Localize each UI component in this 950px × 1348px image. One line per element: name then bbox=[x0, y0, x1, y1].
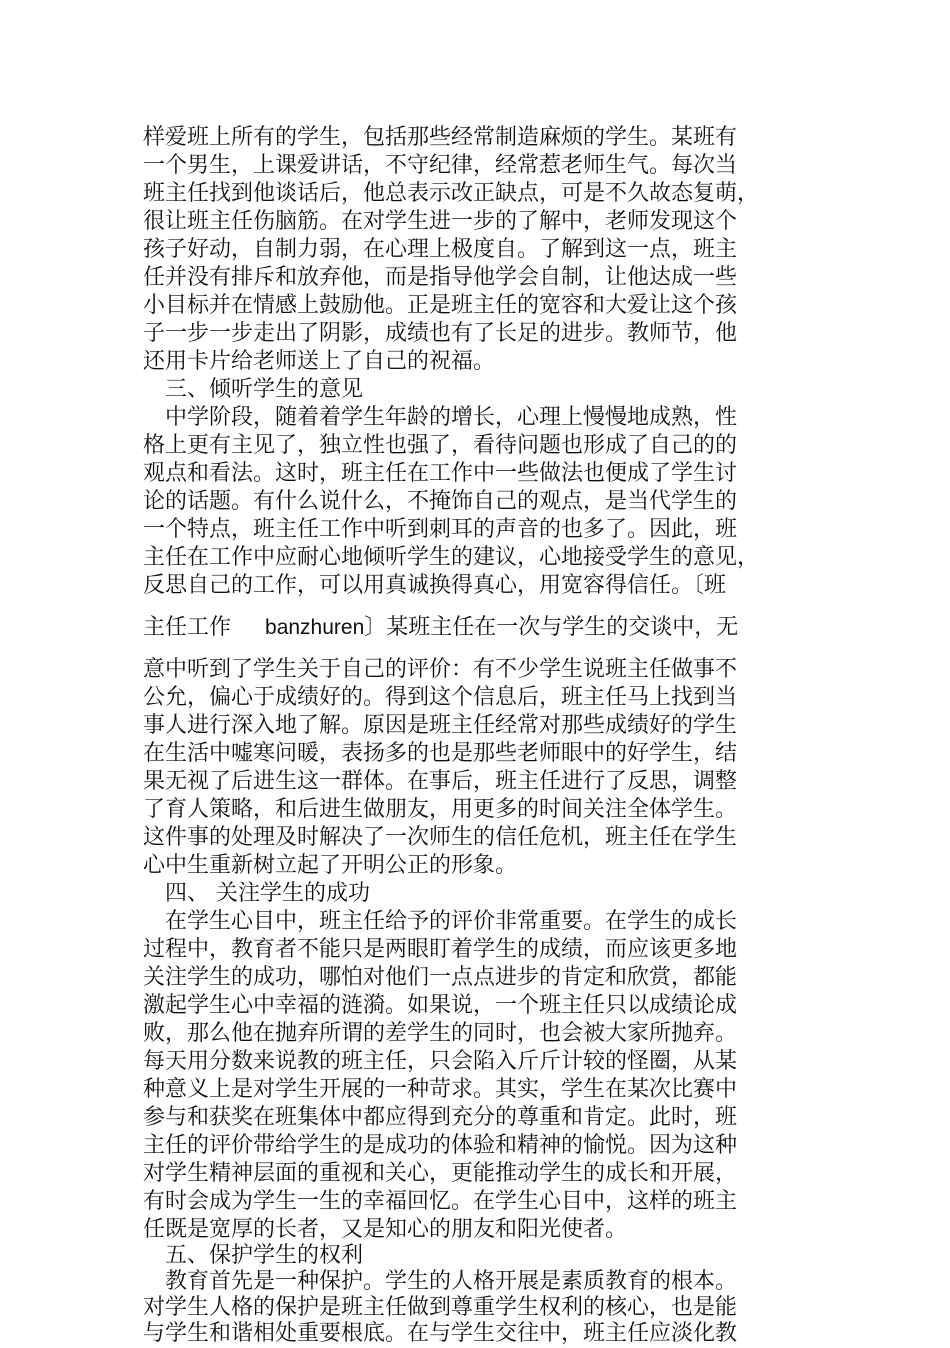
text-line: 主任的评价带给学生的是成功的体验和精神的愉悦。因为这种 bbox=[143, 1133, 738, 1158]
text-line: 教育首先是一种保护。学生的人格开展是素质教育的根本。 bbox=[165, 1269, 738, 1294]
text-line: 意中听到了学生关于自己的评价：有不少学生说班主任做事不 bbox=[143, 657, 738, 682]
section-heading: 三、倾听学生的意见 bbox=[165, 377, 364, 402]
text-line: 公允，偏心于成绩好的。得到这个信息后，班主任马上找到当 bbox=[143, 685, 738, 710]
text-line: 小目标并在情感上鼓励他。正是班主任的宽容和大爱让这个孩 bbox=[143, 293, 738, 318]
text-line: 与学生和谐相处重要根底。在与学生交往中，班主任应淡化教 bbox=[143, 1321, 738, 1346]
text-line: 每天用分数来说教的班主任，只会陷入斤斤计较的怪圈，从某 bbox=[143, 1049, 738, 1074]
text-line: 格上更有主见了，独立性也强了，看待问题也形成了自己的的 bbox=[143, 433, 738, 458]
text-line: 班主任找到他谈话后，他总表示改正缺点，可是不久故态复萌， bbox=[143, 181, 760, 206]
text-line: 果无视了后进生这一群体。在事后，班主任进行了反思，调整 bbox=[143, 769, 738, 794]
text-line: 孩子好动，自制力弱，在心理上极度自。了解到这一点，班主 bbox=[143, 237, 738, 262]
text-line: 论的话题。有什么说什么，不掩饰自己的观点，是当代学生的 bbox=[143, 489, 738, 514]
text-line: 过程中，教育者不能只是两眼盯着学生的成绩，而应该更多地 bbox=[143, 937, 738, 962]
text-line: 关注学生的成功，哪怕对他们一点点进步的肯定和欣赏，都能 bbox=[143, 965, 738, 990]
section-heading: 五、保护学生的权利 bbox=[165, 1243, 364, 1268]
text-line: 主任在工作中应耐心地倾听学生的建议，心地接受学生的意见， bbox=[143, 545, 760, 570]
text-line: 对学生人格的保护是班主任做到尊重学生权利的核心，也是能 bbox=[143, 1295, 738, 1320]
latin-term: banzhuren bbox=[265, 616, 365, 639]
text-line: 样爱班上所有的学生，包括那些经常制造麻烦的学生。某班有 bbox=[143, 125, 738, 150]
text-line: 在学生心目中，班主任给予的评价非常重要。在学生的成长 bbox=[165, 909, 738, 934]
text-line: 中学阶段，随着着学生年龄的增长，心理上慢慢地成熟，性 bbox=[165, 405, 738, 430]
text-line: 有时会成为学生一生的幸福回忆。在学生心目中，这样的班主 bbox=[143, 1189, 738, 1214]
text-line: 激起学生心中幸福的涟漪。如果说，一个班主任只以成绩论成 bbox=[143, 993, 738, 1018]
text-line: 在生活中嘘寒问暖，表扬多的也是那些老师眼中的好学生，结 bbox=[143, 741, 738, 766]
text-line: 任并没有排斥和放弃他，而是指导他学会自制，让他达成一些 bbox=[143, 265, 738, 290]
text-segment: 〕某班主任在一次与学生的交谈中，无 bbox=[364, 615, 739, 640]
text-line-mixed bbox=[143, 614, 843, 642]
text-line: 子一步一步走出了阴影，成绩也有了长足的进步。教师节，他 bbox=[143, 321, 738, 346]
text-line: 一个男生，上课爱讲话，不守纪律，经常惹老师生气。每次当 bbox=[143, 153, 738, 178]
section-heading: 四、 关注学生的成功 bbox=[165, 881, 370, 906]
text-line: 反思自己的工作，可以用真诚换得真心，用宽容得信任。〔班 bbox=[143, 573, 727, 598]
text-line: 种意义上是对学生开展的一种苛求。其实，学生在某次比赛中 bbox=[143, 1077, 738, 1102]
text-line: 这件事的处理及时解决了一次师生的信任危机，班主任在学生 bbox=[143, 825, 738, 850]
text-line: 参与和获奖在班集体中都应得到充分的尊重和肯定。此时，班 bbox=[143, 1105, 738, 1130]
text-line: 一个特点，班主任工作中听到刺耳的声音的也多了。因此，班 bbox=[143, 517, 738, 542]
text-line: 还用卡片给老师送上了自己的祝福。 bbox=[143, 349, 496, 374]
text-segment: 主任工作 bbox=[143, 615, 232, 640]
text-line: 很让班主任伤脑筋。在对学生进一步的了解中，老师发现这个 bbox=[143, 209, 738, 234]
text-line: 心中生重新树立起了开明公正的形象。 bbox=[143, 853, 518, 878]
text-line: 观点和看法。这时，班主任在工作中一些做法也便成了学生讨 bbox=[143, 461, 738, 486]
text-line: 任既是宽厚的长者，又是知心的朋友和阳光使者。 bbox=[143, 1217, 628, 1242]
text-line: 对学生精神层面的重视和关心，更能推动学生的成长和开展， bbox=[143, 1161, 738, 1186]
text-line: 败，那么他在抛弃所谓的差学生的同时，也会被大家所抛弃。 bbox=[143, 1021, 738, 1046]
text-line: 了育人策略，和后进生做朋友，用更多的时间关注全体学生。 bbox=[143, 797, 738, 822]
text-line: 事人进行深入地了解。原因是班主任经常对那些成绩好的学生 bbox=[143, 713, 738, 738]
